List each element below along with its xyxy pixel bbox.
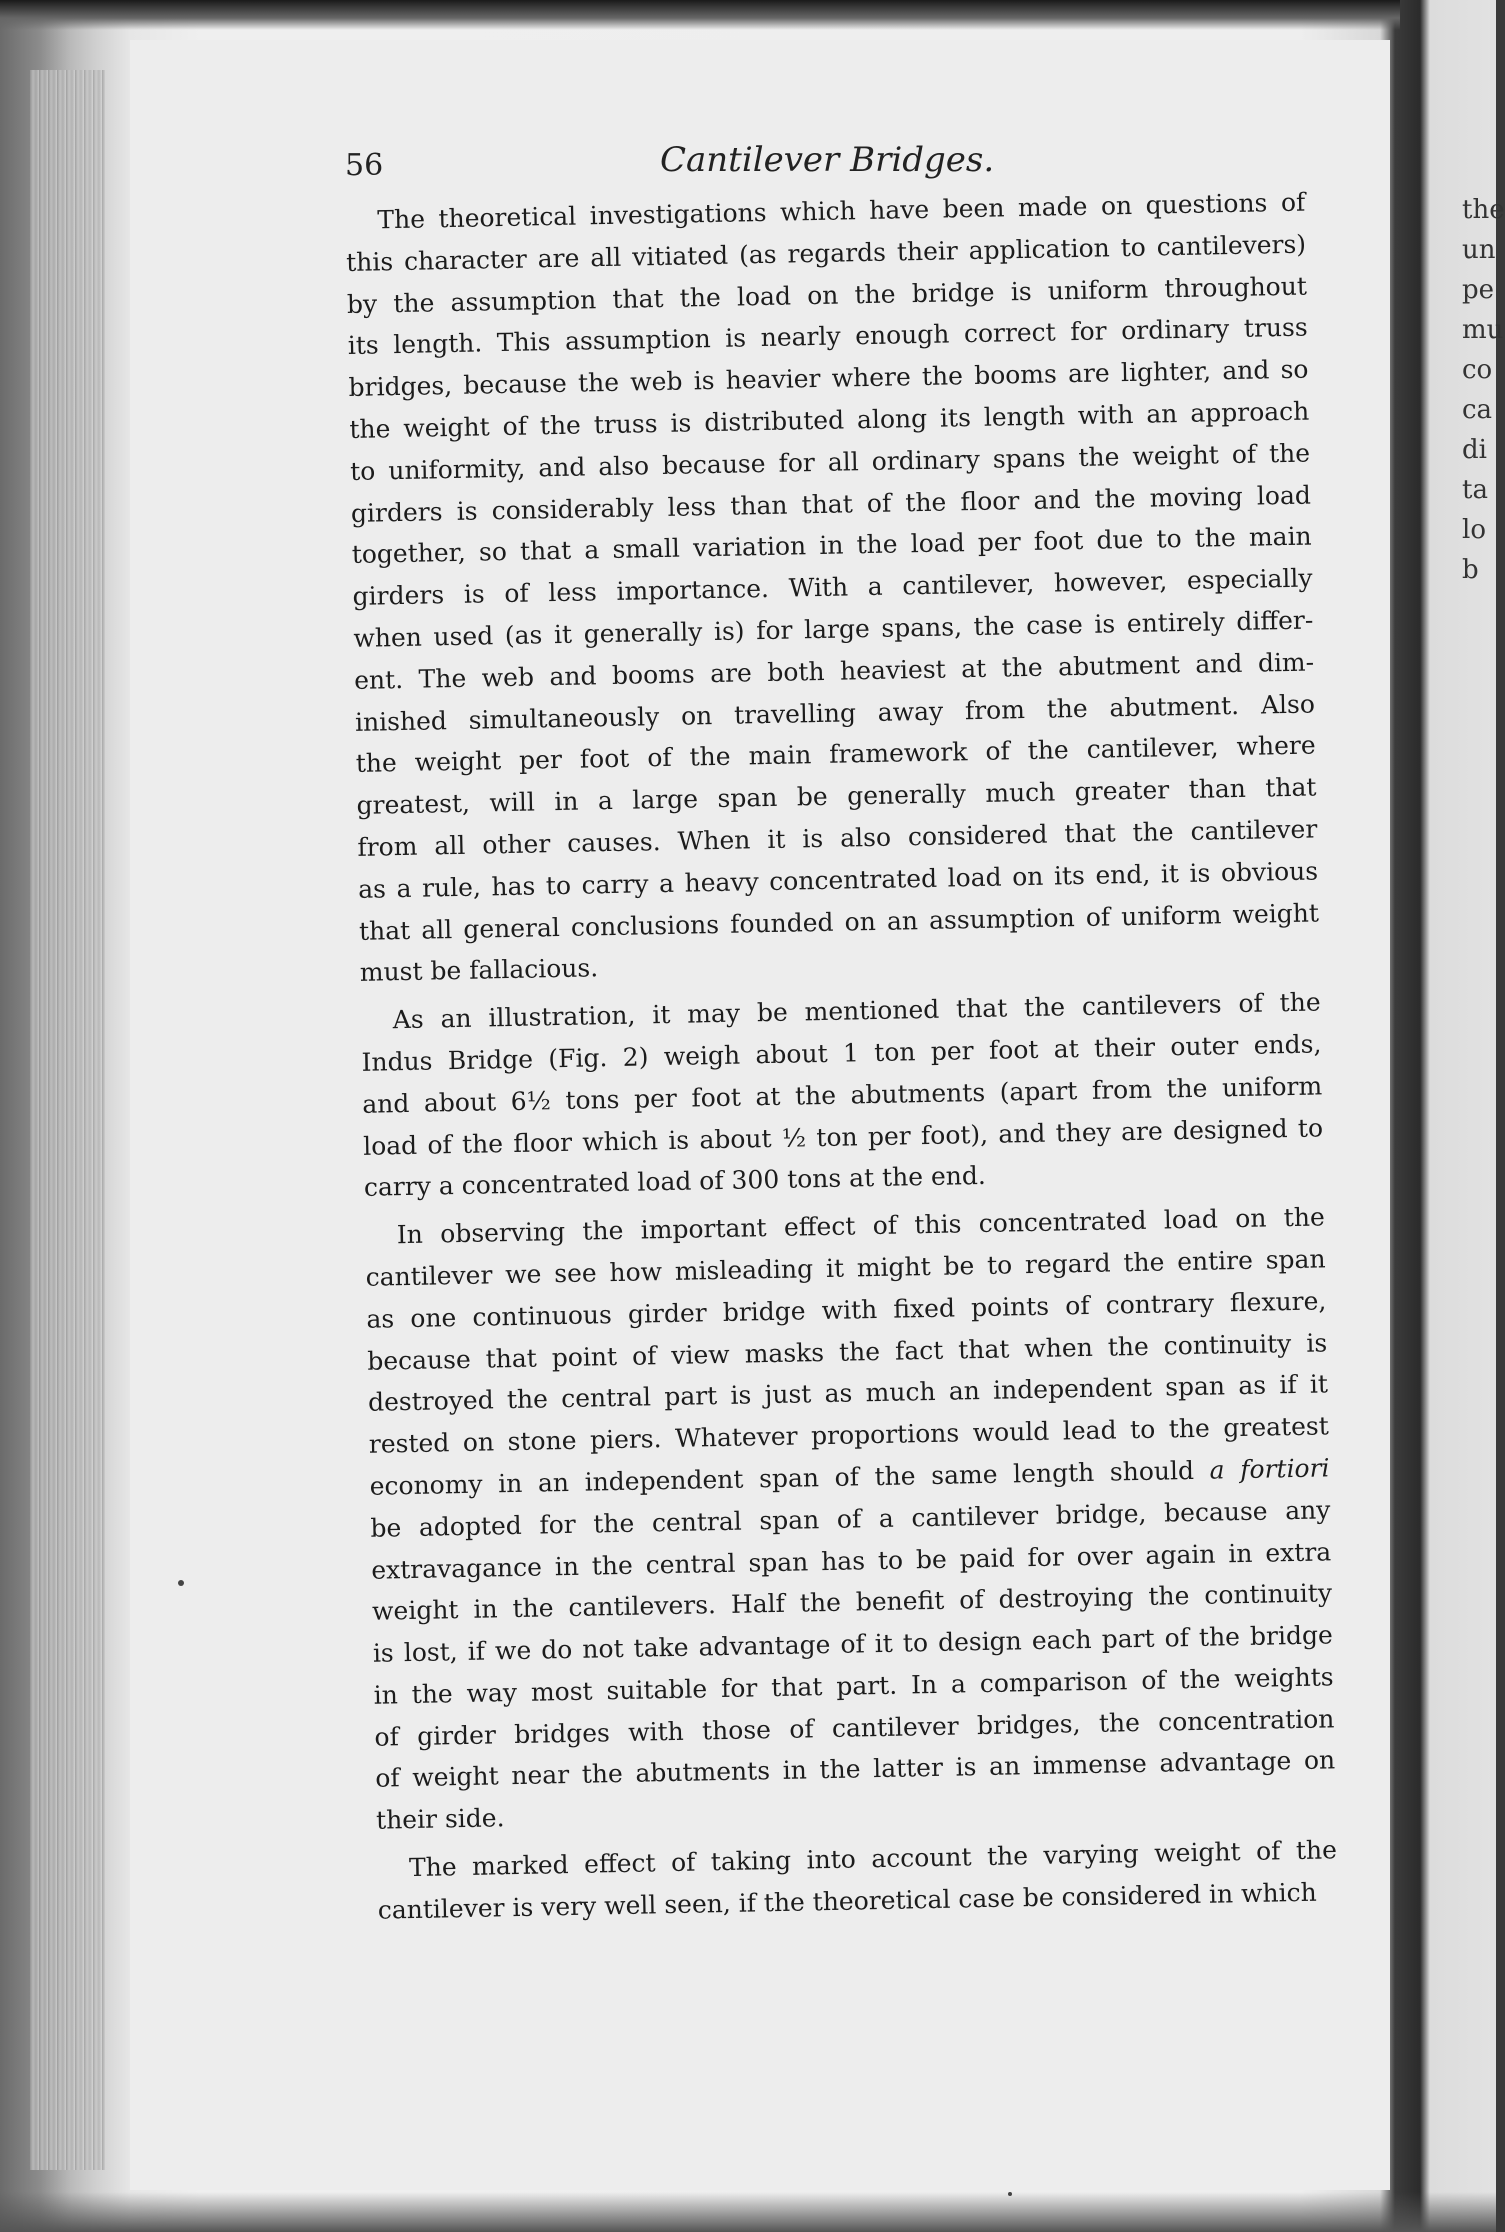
top-shadow (0, 0, 1400, 30)
text-line: In observing the important effect of this concentrated load on the (396, 1202, 1325, 1250)
text-line: bridges, because the web is heavier where the booms are lighter, and so (348, 354, 1309, 403)
text-line: and about 6½ tons per foot at the abutments (apart from the uniform (362, 1071, 1323, 1119)
paragraph (377, 1829, 1338, 1931)
text-line: cantilever is very well seen, if the theoretical case be considered in which (377, 1877, 1317, 1925)
facing-page-fragments (1462, 190, 1505, 590)
facing-fragment: b (1462, 555, 1479, 585)
text-line: together, so that a small variation in the load per foot due to the main (351, 521, 1312, 570)
text-line: when used (as it generally is) for large spans, the case is entirely differ- (353, 605, 1314, 653)
text-line: from all other causes. When it is also considered that the cantilever (357, 814, 1318, 862)
paragraph (360, 982, 1324, 1209)
facing-fragment: ta (1462, 475, 1488, 505)
text-line: be adopted for the central span of a cantilever bridge, because any (370, 1495, 1331, 1543)
text-line: Indus Bridge (Fig. 2) weigh about 1 ton per foot at their outer ends, (361, 1029, 1322, 1077)
paragraph (364, 1197, 1336, 1842)
text-line: their side. (375, 1803, 505, 1835)
text-line: The marked effect of taking into account the varying weight of the (408, 1835, 1338, 1883)
running-title: Cantilever Bridges. (660, 140, 995, 180)
text-line: of girder bridges with those of cantilever bridges, the concentration (374, 1703, 1335, 1752)
text-line: girders is of less importance. With a cantilever, however, especially (352, 563, 1313, 612)
text-line: greatest, will in a large span be generally much greater than that (356, 772, 1317, 821)
text-line: extravagance in the central span has to be paid for over again in extra (371, 1536, 1332, 1585)
text-line: economy in an independent span of the same length should a fortiori (369, 1453, 1330, 1501)
page-edges (30, 70, 105, 2170)
text-line: As an illustration, it may be mentioned that the cantilevers of the (392, 987, 1321, 1035)
text-line: as a rule, has to carry a heavy concentrated load on its end, it is obvious (357, 856, 1319, 904)
text-line: rested on stone piers. Whatever proportions would lead to the greatest (368, 1411, 1329, 1459)
text-line: the weight per foot of the main framework of the cantilever, where (355, 730, 1316, 779)
text-line: weight in the cantilevers. Half the benefit of destroying the continuity (371, 1578, 1333, 1627)
facing-fragment: lo (1462, 515, 1486, 545)
text-line: girders is considerably less than that of the floor and the moving load (350, 480, 1312, 528)
text-line: cantilever we see how misleading it might be to regard the entire span (365, 1244, 1326, 1292)
facing-fragment: co (1462, 355, 1493, 385)
text-line: its length. This assumption is nearly enough correct for ordinary truss (347, 312, 1308, 361)
facing-fragment: di (1462, 435, 1487, 465)
text-line: that all general conclusions founded on an assumption of uniform weight (358, 897, 1320, 946)
bottom-shadow (0, 2192, 1496, 2232)
text-line: inished simultaneously on travelling away from the abutment. Also (354, 689, 1316, 737)
text-line: load of the floor which is about ½ ton per foot), and they are designed to (362, 1112, 1324, 1161)
text-line: The theoretical investigations which have been made on questions of (377, 187, 1306, 235)
facing-fragment: mu (1462, 315, 1504, 345)
text-line: by the assumption that the load on the bridge is uniform throughout (346, 271, 1308, 319)
text-line: destroyed the central part is just as much an independent span as if it (367, 1369, 1329, 1418)
facing-fragment: ca (1462, 395, 1493, 425)
page-number: 56 (345, 148, 384, 183)
text-line: because that point of view masks the fact that when the continuity is (367, 1327, 1328, 1376)
text-line: must be fallacious. (359, 953, 599, 988)
text-line: as one continuous girder bridge with fixed points of contrary flexure, (366, 1286, 1327, 1334)
facing-fragment: un (1462, 235, 1496, 265)
text-line: in the way most suitable for that part. In a comparison of the weights (373, 1662, 1334, 1710)
body-text (345, 182, 1338, 1938)
speck (178, 1580, 184, 1586)
text-line: the weight of the truss is distributed along its length with an approach (349, 396, 1310, 444)
text-line: ent. The web and booms are both heaviest at the abutment and dim- (353, 647, 1315, 695)
text-line: of weight near the abutments in the latter is an immense advantage on (375, 1745, 1336, 1794)
text-line: to uniformity, and also because for all ordinary spans the weight of the (349, 438, 1311, 486)
text-line: carry a concentrated load of 300 tons at the end. (363, 1161, 987, 1203)
paragraph (345, 182, 1320, 994)
text-line: this character are all vitiated (as regards their application to cantilevers) (345, 229, 1307, 277)
facing-fragment: pe (1462, 275, 1495, 305)
text-line: is lost, if we do not take advantage of it to design each part of the bridge (372, 1620, 1334, 1668)
facing-fragment: the (1462, 195, 1505, 225)
speck (1008, 2192, 1012, 2196)
